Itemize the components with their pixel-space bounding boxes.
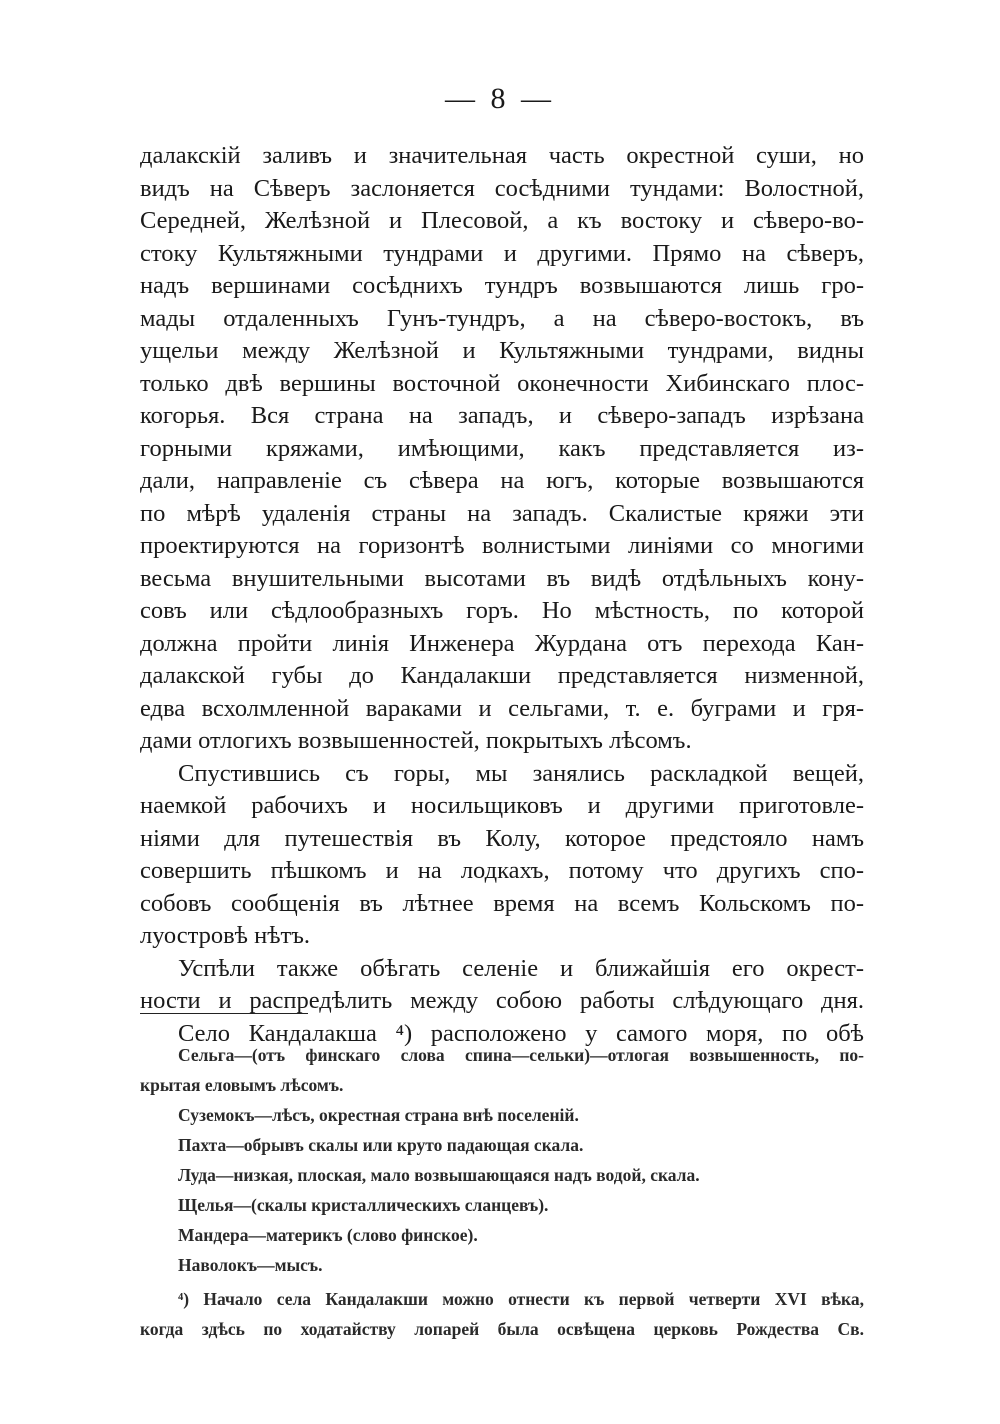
page-number: — 8 — [445, 82, 555, 115]
text-line: когорья. Вся страна на западъ, и сѣверо-западъ изрѣзана [140, 402, 864, 429]
footnote-separator [140, 1013, 308, 1014]
text-line: надъ вершинами сосѣднихъ тундръ возвышаются лишь гро- [140, 272, 864, 299]
footnote-line: Сельга—(отъ финскаго слова спина—сельки)—отлогая возвышенность, по- [178, 1045, 864, 1065]
text-line: горными кряжами, имѣющими, какъ представляется из- [140, 434, 864, 462]
text-line: должна пройти линія Инженера Журдана отъ перехода Кан- [140, 629, 864, 657]
text-line: совъ или сѣдлообразныхъ горъ. Но мѣстность, по которой [140, 597, 864, 624]
text-line: Спустившись съ горы, мы занялись раскладкой вещей, [178, 759, 864, 787]
text-line: Успѣли также обѣгать селеніе и ближайшія его окрест- [178, 954, 864, 982]
text-line: ущельи между Желѣзной и Культяжными тундрами, видны [140, 337, 864, 364]
footnote-line: Щелья—(скалы кристаллическихъ сланцевъ). [178, 1195, 549, 1215]
main-text [140, 140, 864, 1050]
footnote-line: Суземокъ—лѣсъ, окрестная страна внѣ поселеній. [178, 1105, 579, 1125]
text-line: только двѣ вершины восточной оконечности Хибинскаго плос- [140, 369, 864, 397]
text-line: по мѣрѣ удаленія страны на западъ. Скалистые кряжи эти [140, 499, 864, 527]
text-line: едва всхолмленной вараками и сельгами, т. е. буграми и гря- [140, 694, 864, 722]
text-line: весьма внушительными высотами въ видѣ отдѣльныхъ кону- [140, 564, 864, 592]
footnote-line: Пахта—обрывъ скалы или круто падающая скала. [178, 1135, 584, 1155]
text-line: далакской губы до Кандалакши представляется низменной, [140, 662, 864, 689]
text-line: луостровѣ нѣтъ. [140, 922, 311, 949]
text-line: далакскій заливъ и значительная часть окрестной суши, но [140, 142, 864, 169]
text-line: ности и распредѣлить между собою работы слѣдующаго дня. [140, 987, 864, 1014]
footnote-line: когда здѣсь по ходатайству лопарей была освѣщена церковь Рождества Св. [140, 1319, 864, 1339]
text-line: мады отдаленныхъ Гунъ-тундръ, а на сѣверо-востокъ, въ [140, 304, 864, 332]
text-line: проектируются на горизонтѣ волнистыми линіями со многими [140, 532, 864, 559]
text-line: дали, направленіе съ сѣвера на югъ, которые возвышаются [140, 467, 864, 494]
text-line: совершить пѣшкомъ и на лодкахъ, потому что другихъ спо- [140, 857, 864, 884]
text-line: Середней, Желѣзной и Плесовой, а къ востоку и сѣверо-во- [140, 207, 864, 234]
text-line: видъ на Сѣверъ заслоняется сосѣдними тундами: Волостной, [140, 174, 864, 202]
footnote-line: ⁴) Начало села Кандалакши можно отнести къ первой четверти XVI вѣка, [178, 1289, 864, 1309]
text-line: Село Кандалакша ⁴) расположено у самого моря, по обѣ [178, 1019, 864, 1047]
text-line: стоку Культяжными тундрами и другими. Прямо на сѣверъ, [140, 239, 864, 267]
text-line: ніями для путешествія въ Колу, которое предстояло намъ [140, 824, 864, 852]
text-line: дами отлогихъ возвышенностей, покрытыхъ лѣсомъ. [140, 727, 692, 754]
footnote-line: Луда—низкая, плоская, мало возвышающаяся надъ водой, скала. [178, 1165, 700, 1185]
footnotes [140, 1040, 864, 1344]
footnote-line: крытая еловымъ лѣсомъ. [140, 1075, 344, 1095]
footnote-line: Мандера—материкъ (слово финское). [178, 1225, 478, 1245]
footnote-line: Наволокъ—мысъ. [178, 1255, 323, 1275]
text-line: наемкой рабочихъ и носильщиковъ и другими приготовле- [140, 792, 864, 819]
text-line: собовъ сообщенія въ лѣтнее время на всемъ Кольскомъ по- [140, 889, 864, 917]
